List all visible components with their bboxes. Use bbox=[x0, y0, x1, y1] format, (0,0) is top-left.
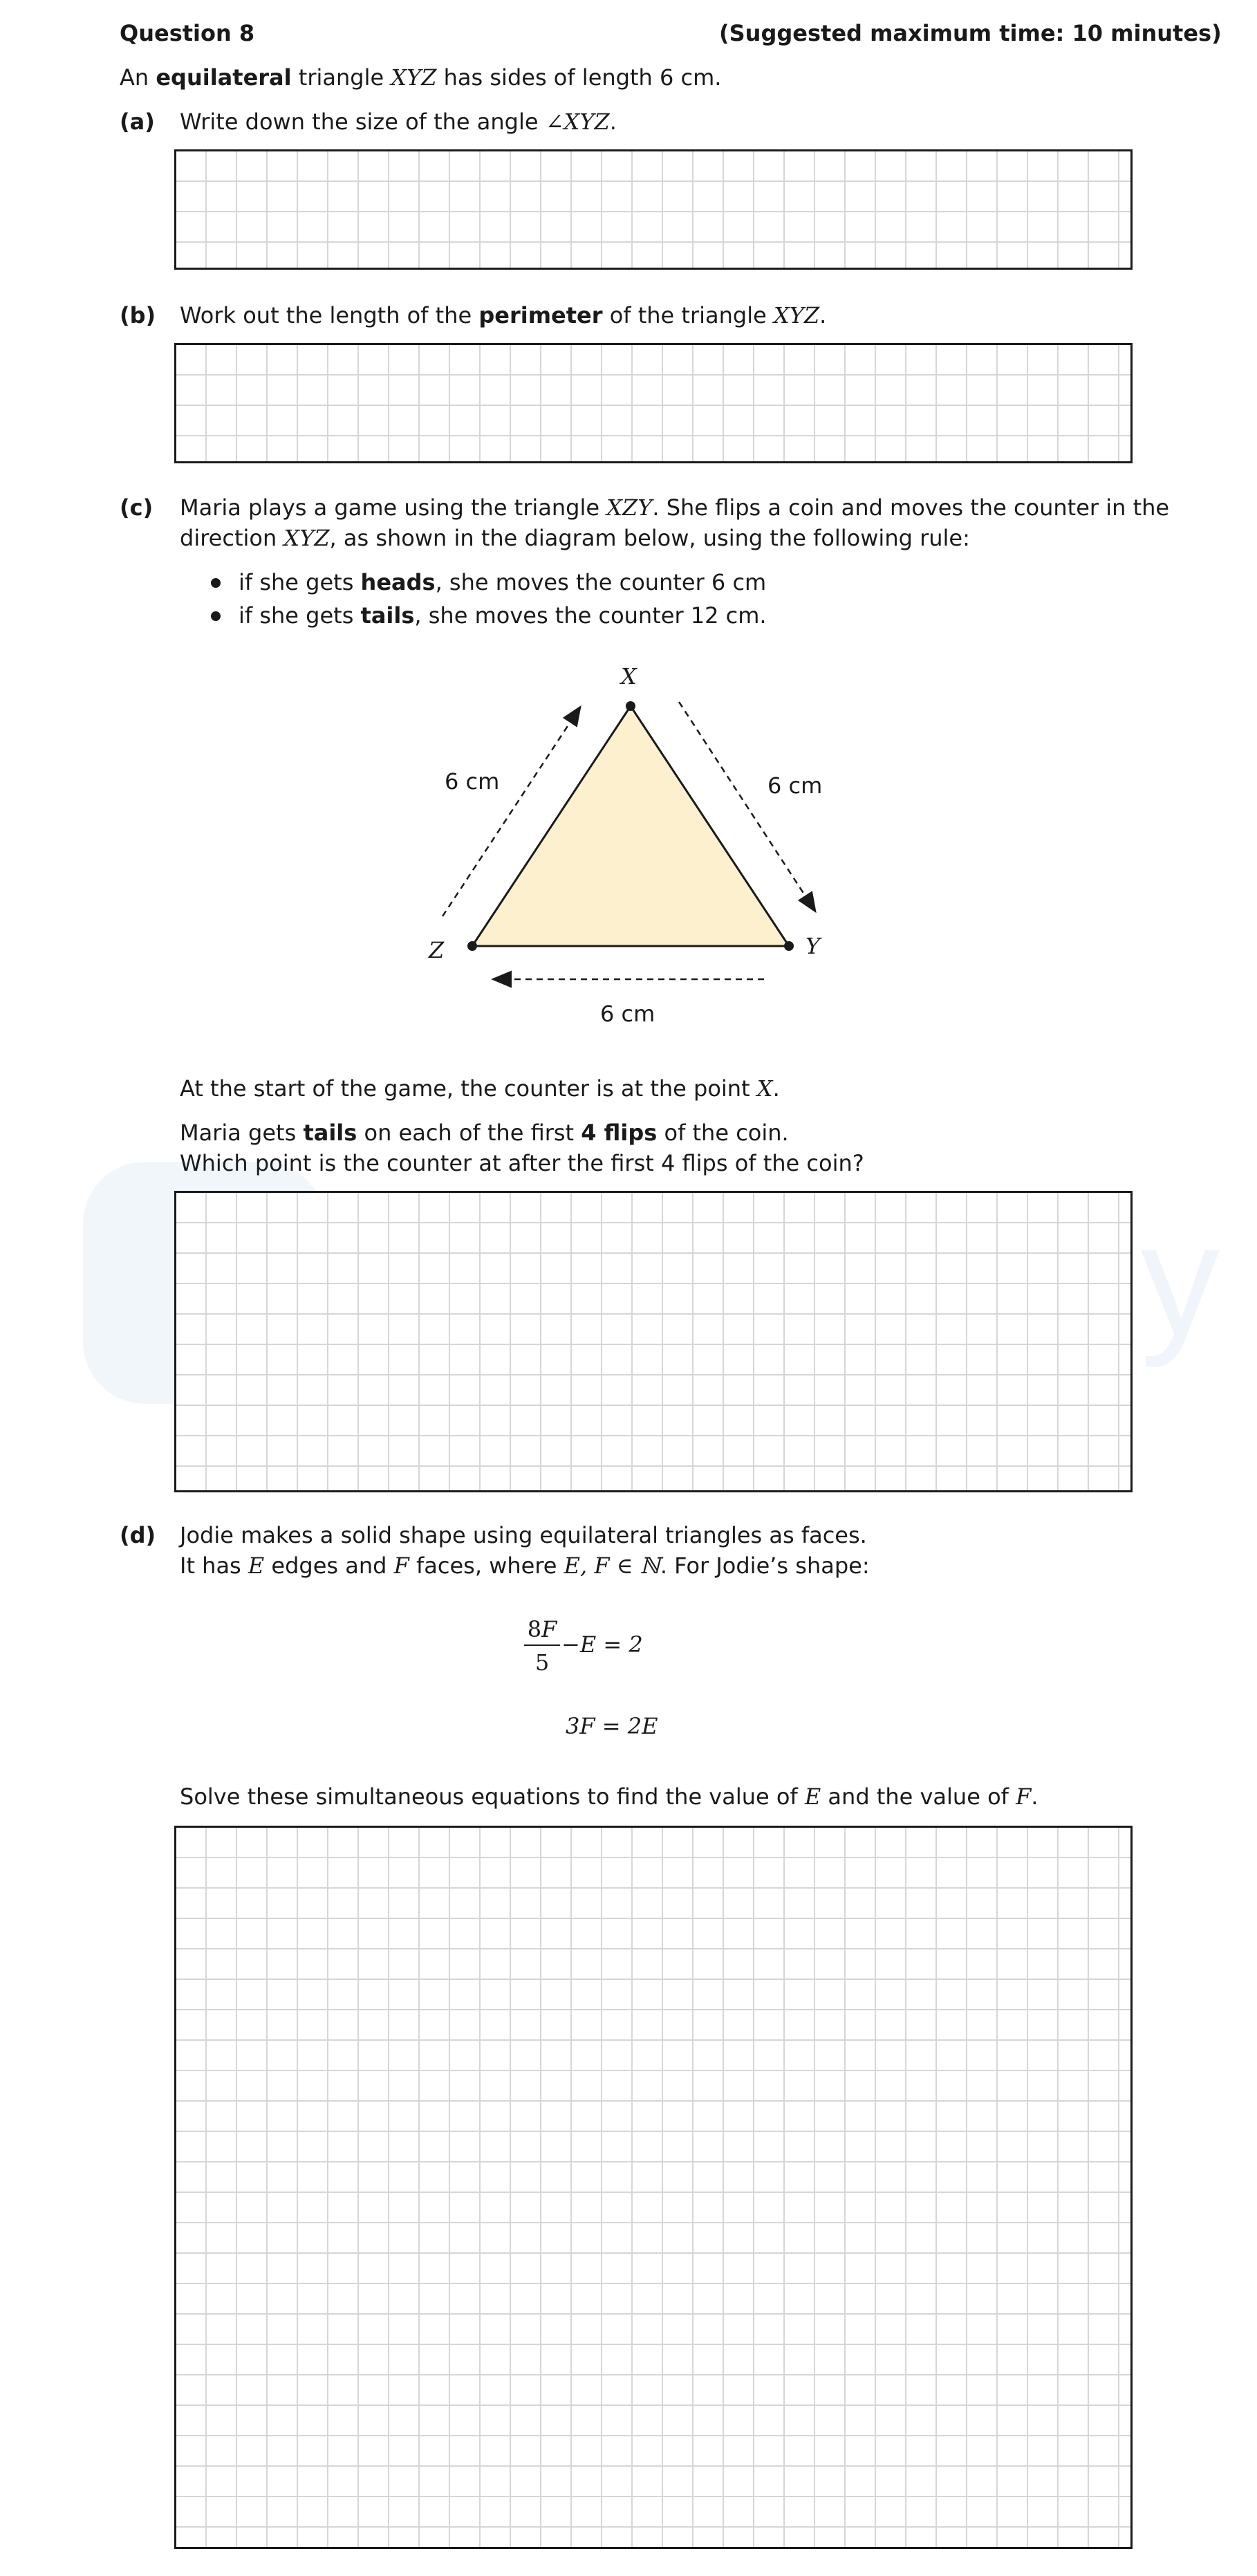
part-c-line2: direction XYZ, as shown in the diagram below, using the following rule: bbox=[180, 525, 970, 551]
bullet-icon bbox=[211, 611, 221, 621]
start-text: At the start of the game, the counter is at the point X. bbox=[180, 1075, 780, 1102]
vertex-y-label: Y bbox=[806, 933, 821, 959]
side-left-label: 6 cm bbox=[445, 768, 500, 795]
eq1-rest: −E = 2 bbox=[561, 1631, 643, 1658]
part-c-line1: Maria plays a game using the triangle XZY. She flips a coin and moves the counter in the bbox=[180, 494, 1170, 521]
eq1-denominator: 5 bbox=[534, 1649, 550, 1676]
part-a-label: (a) bbox=[120, 109, 155, 135]
part-b-label: (b) bbox=[120, 302, 156, 328]
vertex-y-dot bbox=[784, 941, 794, 951]
answer-box-c[interactable] bbox=[174, 1191, 1133, 1492]
triangle-xyz bbox=[472, 706, 789, 946]
side-bottom-label: 6 cm bbox=[600, 1001, 655, 1027]
vertex-x-label: X bbox=[621, 663, 637, 689]
triangle-diagram bbox=[415, 657, 844, 1037]
bullet-icon bbox=[211, 578, 221, 588]
flips-text: Maria gets tails on each of the first 4 flips of the coin. bbox=[180, 1120, 789, 1146]
vertex-z-label: Z bbox=[429, 937, 445, 963]
part-d-line2: It has E edges and F faces, where E, F ∈ ℕ. For Jodie’s shape: bbox=[180, 1553, 870, 1579]
part-b-text: Work out the length of the perimeter of the triangle XYZ. bbox=[180, 302, 827, 328]
eq1-fraction-bar bbox=[524, 1644, 560, 1646]
answer-box-d[interactable] bbox=[174, 1826, 1133, 2549]
answer-box-b[interactable] bbox=[174, 343, 1133, 463]
part-a-text: Write down the size of the angle ∠XYZ. bbox=[180, 109, 617, 135]
vertex-x-dot bbox=[626, 701, 635, 711]
eq1-numerator: 8F bbox=[527, 1616, 557, 1642]
side-right-label: 6 cm bbox=[767, 772, 823, 799]
vertex-z-dot bbox=[467, 941, 477, 951]
intro-text: An equilateral triangle XYZ has sides of length 6 cm. bbox=[120, 64, 722, 91]
time-note: (Suggested maximum time: 10 minutes) bbox=[719, 20, 1222, 46]
rule-tails: if she gets tails, she moves the counter 12 cm. bbox=[239, 602, 767, 629]
part-c-label: (c) bbox=[120, 494, 153, 521]
part-d-label: (d) bbox=[120, 1522, 156, 1548]
eq2: 3F = 2E bbox=[566, 1713, 658, 1739]
question-title: Question 8 bbox=[120, 20, 255, 46]
part-d-line1: Jodie makes a solid shape using equilateral triangles as faces. bbox=[180, 1522, 867, 1548]
answer-box-a[interactable] bbox=[174, 149, 1133, 270]
part-c-question: Which point is the counter at after the first 4 flips of the coin? bbox=[180, 1150, 864, 1176]
part-d-solve: Solve these simultaneous equations to find the value of E and the value of F. bbox=[180, 1783, 1039, 1810]
rule-heads: if she gets heads, she moves the counter 6 cm bbox=[239, 569, 767, 595]
